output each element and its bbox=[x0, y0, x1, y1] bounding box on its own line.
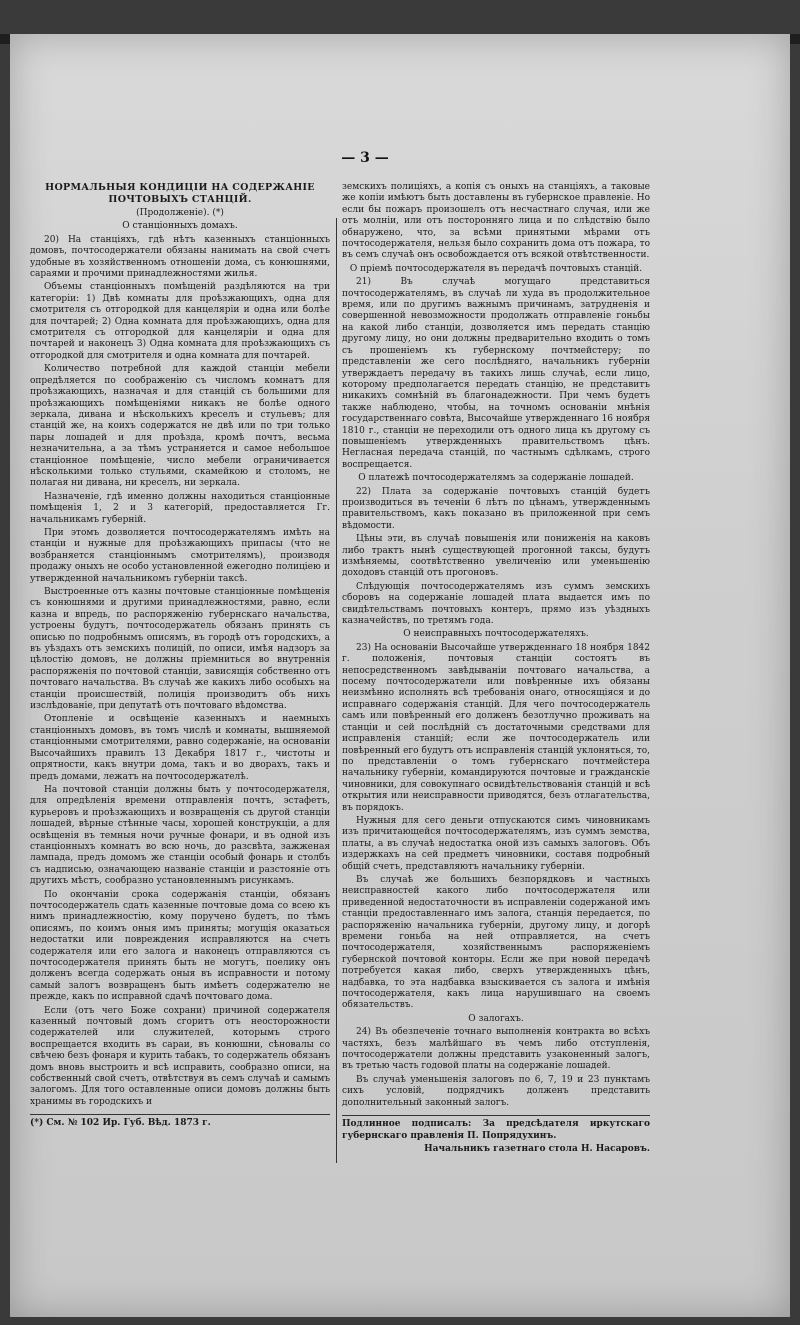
paragraph: 24) Въ обезпеченіе точнаго выполненія контракта во всѣхъ частяхъ, безъ малѣйшаго въ чемъ либо отступленія, почтосодержатели должны представить узаконенный залогъ, въ третью часть годовой платы на содержаніе лошадей. bbox=[342, 1027, 650, 1072]
signature-line: Начальникъ газетнаго стола Н. Насаровъ. bbox=[424, 1143, 650, 1154]
footnote: (*) См. № 102 Ир. Губ. Вѣд. 1873 г. bbox=[30, 1118, 211, 1129]
signature-line: Подлинное подписалъ: За предсѣдателя иркутскаго губернскаго правленія П. Попрядухинъ. bbox=[342, 1119, 650, 1141]
section-heading: О платежѣ почтосодержателямъ за содержаніе лошадей. bbox=[358, 473, 634, 484]
paragraph: Объемы станціонныхъ помѣщеній раздѣляются на три категоріи: 1) Двѣ комнаты для проѣзжающихъ, одна для смотрителя съ отгородкой для канцеляріи и одна или болѣе для почтарей; 2) Одна комната для проѣзжающихъ, одна для смотрителя съ отгородкой для канцеляріи и одна для почтарей и наконецъ 3) Одна комната для проѣзжающихъ съ отгородкой для смотрителя и одна комната для почтарей. bbox=[30, 282, 330, 361]
right-column bbox=[342, 182, 650, 1157]
paragraph: 23) На основаніи Высочайше утвержденнаго 18 ноября 1842 г. положенія, почтовыя станціи состоятъ въ непосредственномъ завѣдываніи почтоваго начальства, а посему почтосодержатели или повѣренные ихъ обязаны неизмѣнно исполнять всѣ требованія онаго, относящіяся и до исправнаго содержанія станцій. Для чего почтосодержатель самъ или повѣренный его долженъ безотлучно проживать на станціи и сей послѣдній съ достаточными средствами для исправленія станцій; если же почтосодержатель или повѣренный его будутъ отъ исправленія станцій уклоняться, то, по представленіи о томъ губернскаго почтмейстера начальнику губерніи, командируются почтовые и гражданскіе чиновники, для совокупнаго освидѣтельствованія станцій и всѣ открытия или неисправности приводятся, безъ отлагательства, въ порядокъ. bbox=[342, 642, 650, 813]
paragraph: Если (отъ чего Боже сохрани) причиной содержателя казенный почтовый домъ сгоритъ отъ неосторожности содержателей или служителей, которымъ строго воспрещается входить въ сараи, въ конюшни, сѣновалы со свѣчею безъ фонаря и курить табакъ, то содержатель обязанъ домъ вновь выстроить и всѣ исправить, сообразно описи, на собственный свой счетъ, отвѣтствуя въ семъ случаѣ и самымъ залогомъ. Для того оставленные описи домовъ должны быть хранимы въ городскихъ и bbox=[30, 1005, 330, 1107]
paragraph: Слѣдующія почтосодержателямъ изъ суммъ земскихъ сборовъ на содержаніе лошадей плата выдается имъ по свидѣтельствамъ почтовыхъ контеръ, прямо изъ уѣздныхъ казначействъ, по третямъ года. bbox=[342, 581, 650, 627]
continuation-note: (Продолженіе). (*) bbox=[136, 208, 224, 218]
left-column bbox=[30, 182, 330, 1132]
paragraph: Цѣны эти, въ случаѣ повышенія или пониженія на каковъ либо трактъ нынѣ существующей прогонной таксы, будутъ измѣняемы, соотвѣтственно увеличенію или уменьшенію доходовъ станцій отъ прогоновъ. bbox=[342, 534, 650, 579]
paragraph: Отопленіе и освѣщеніе казенныхъ и наемныхъ станціонныхъ домовъ, въ томъ числѣ и комнаты, вышняемой станціонными смотрителями, равно содержаніе, на основаніи Высочайшихъ правилъ 13 Декабря 1817 г., чистоты и опрятности, какъ внутри дома, такъ и во дворахъ, такъ и предъ домами, лежатъ на почтосодержателѣ. bbox=[30, 714, 330, 782]
paragraph: 22) Плата за содержаніе почтовыхъ станцій будетъ производиться въ теченіи 6 лѣтъ по цѣнамъ, утвержденнымъ правительствомъ, какъ показано въ приложенной при семъ вѣдомости. bbox=[342, 486, 650, 531]
signature-rule bbox=[342, 1115, 650, 1116]
article-title: НОРМАЛЬНЫЯ КОНДИЦІИ НА СОДЕРЖАНІЕ ПОЧТОВЫХЪ СТАНЦІЙ. bbox=[45, 182, 315, 205]
paragraph: При этомъ дозволяется почтосодержателямъ имѣть на станціи и нужные для проѣзжающихъ припасы (что не возбраняется станціоннымъ смотрителямъ), производя продажу оныхъ не особо установленной ежегодно полиціею и утвержденной начальникомъ губерніи таксѣ. bbox=[30, 527, 330, 584]
paragraph: Назначеніе, гдѣ именно должны находиться станціонные помѣщенія 1, 2 и 3 категорій, предоставляется Гг. начальникамъ губерній. bbox=[30, 491, 330, 525]
section-heading: О пріемѣ почтосодержателя въ передачѣ почтовыхъ станцій. bbox=[349, 263, 643, 274]
paragraph: Въ случаѣ уменьшенія залоговъ по 6, 7, 19 и 23 пунктамъ сихъ условій, подрядчикъ долженъ представить дополнительный законный залогъ. bbox=[342, 1074, 650, 1108]
paragraph: Нужныя для сего деньги отпускаются симъ чиновникамъ изъ причитающейся почтосодержателямъ, изъ суммъ земства, платы, а въ случаѣ недостатка оной изъ самыхъ залоговъ. Объ издержкахъ на сей предметъ чиновники, составя подробный общій счетъ, представляютъ начальнику губерніи. bbox=[342, 815, 650, 872]
paragraph: Въ случаѣ же большихъ безпорядковъ и частныхъ неисправностей какого либо почтосодержателя или приведенной недостаточности въ исправленіи содержаной имъ станціи предоставленнаго имъ залога, станція передается, по распоряженію начальника губерніи, другому лицу, и догорѣ времени гоньба на ней отправляется, на счетъ почтосодержателя, хозяйственнымъ распоряженіемъ губернской почтовой конторы. Если же при новой передачѣ потребуется какая либо, сверхъ утвержденныхъ цѣнъ, надбавка, то эта надбавка взыскивается съ залога и имѣнія почтосодержателя, какъ лица нарушившаго на своемъ обязательствъ. bbox=[342, 874, 650, 1011]
paragraph: 20) На станціяхъ, гдѣ нѣтъ казенныхъ станціонныхъ домовъ, почтосодержатели обязаны нанимать на свой счетъ удобные въ хозяйственномъ отношеніи дома, съ конюшнями, сараями и прочими принадлежностями жилья. bbox=[30, 234, 330, 280]
paragraph: На почтовой станціи должны быть у почтосодержателя, для опредѣленія времени отправленія почтъ, эстафетъ, курьеровъ и проѣзжающихъ и возвращенія съ другой станціи лошадей, вѣрные стѣнные часы, хорошей конструкціи, а для освѣщенія въ темныя ночи ручные фонари, и въ одной изъ станціонныхъ комнатъ во всю ночь, до разсвѣта, зажженая лампада, предъ домомъ же станціи особый фонарь и столбъ съ надписью, означающею названіе станціи и разстояніе отъ другихъ мѣстъ, сообразно установленнымъ рисункамъ. bbox=[30, 784, 330, 887]
footnote-rule bbox=[30, 1114, 330, 1115]
section-heading: О станціонныхъ домахъ. bbox=[122, 221, 238, 232]
paragraph: Количество потребной для каждой станціи мебели опредѣляется по соображенію съ числомъ комнатъ для проѣзжающихъ, назначая и для станцій съ большими для проѣзжающихъ помѣщеніями никакъ не болѣе одного зеркала, дивана и нѣсколькихъ креселъ и стульевъ; для станцій же, на коихъ содержатся не двѣ или по три только пары лошадей и для проѣзда, кромѣ почтъ, весьма незначительна, а за тѣмъ устраняется и самое небольшое станціонное помѣщеніе, число мебели ограничивается нѣсколькими только стульями, скамейкою и столомъ, не полагая ни дивана, ни креселъ, ни зеркала. bbox=[30, 364, 330, 489]
paragraph: Выстроенные отъ казны почтовые станціонные помѣщенія съ конюшнями и другими принадлежностями, равно, если казна и впредь, по распоряженію губернскаго начальства, устроены будутъ, почтосодержатель обязанъ принять съ описью по подробнымъ описямъ, въ городѣ отъ городскихъ, а въ уѣздахъ отъ земскихъ полицій, по описи, имѣя надзоръ за цѣлостію домовъ, не должны пріемниться во внутреннія распоряженія по почтовой станціи, зависящія собственно отъ почтоваго начальства. Въ случаѣ же какихъ либо особыхъ на станціи происшествій, полиція производитъ объ нихъ изслѣдованіе, при депутатѣ отъ почтоваго вѣдомства. bbox=[30, 587, 330, 712]
section-heading: О залогахъ. bbox=[468, 1013, 524, 1024]
page-number: — 3 — bbox=[341, 150, 389, 166]
section-heading: О неисправныхъ почтосодержателяхъ. bbox=[403, 629, 589, 640]
paragraph: 21) Въ случаѣ могущаго представиться почтосодержателямъ, въ случаѣ ли худа въ продолжительное время, или по другимъ важнымъ причинамъ, затрудненія и совершенной невозможности продолжать отправленіе гоньбы на какой либо станціи, дозволяется имъ передать станцію другому лицу, но они должны предварительно входить о томъ съ прошеніемъ къ губернскому почтмейстеру; по представленіи же сего послѣдняго, начальникъ губерніи утверждаетъ передачу въ такихъ лишь случаѣ, если лицо, которому предполагается передать станцію, не представитъ никакихъ сомнѣній въ благонадежности. При чемъ будетъ также наблюдено, чтобы, на точномъ основаніи мнѣнія государственнаго совѣта, Высочайше утвержденнаго 16 ноября 1810 г., станціи не переходили отъ одного лица къ другому съ повышеніемъ утвержденныхъ правительствомъ цѣнъ. Негласная передача станцій, по частнымъ сдѣлкамъ, строго воспрещается. bbox=[342, 277, 650, 470]
column-divider bbox=[336, 218, 337, 1163]
paragraph: земскихъ полиціяхъ, а копія съ оныхъ на станціяхъ, а таковые же копіи имѣютъ быть доставлены въ губернское правленіе. Но если бы пожаръ произошелъ отъ несчастнаго случая, или же отъ молніи, или отъ посторонняго лица и по слѣдствію было обнаружено, что, за всѣми принятыми мѣрами отъ почтосодержателя, нельзя было сохранить дома отъ пожара, то въ семъ случаѣ онъ освобождается отъ всякой отвѣтственности. bbox=[342, 182, 650, 261]
paragraph: По окончаніи срока содержанія станціи, обязанъ почтосодержатель сдать казенные почтовые дома со всею къ нимъ принадлежностію, кому поручено будетъ, по тѣмъ описямъ, по коимъ оныя имъ приняты; могущія оказаться недостатки или повреждения исправляются на счетъ содержателя или его залога и наконецъ отправляются съ почтосодержателя принять быть не могутъ, поелику онъ долженъ всегда содержать оныя въ исправности и потому самый залогъ возвращенъ быть имѣетъ содержателю не прежде, какъ по исправной сдачѣ почтоваго дома. bbox=[30, 889, 330, 1003]
